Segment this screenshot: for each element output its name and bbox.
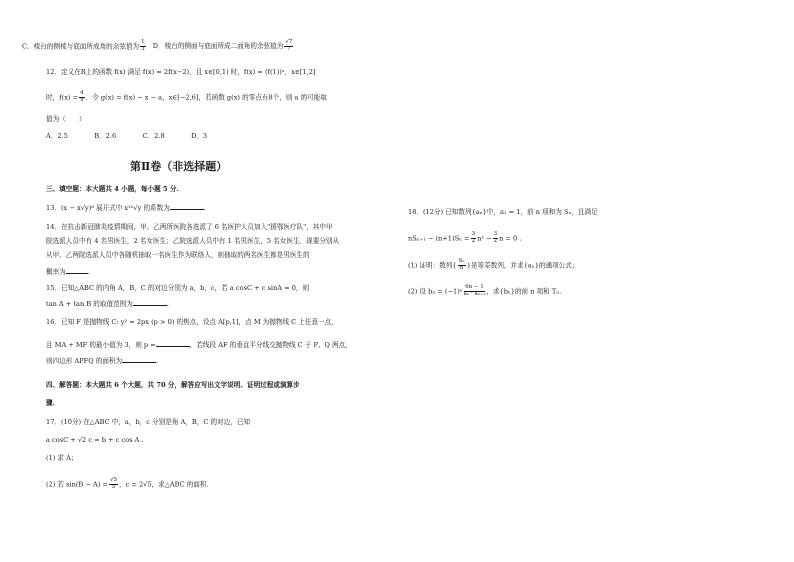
q18-part-2: (2) 设 bₙ = (−1)ⁿ $\frac{6n - 1}{\text{aₙ · aₙ₊₁}}$ ，求{bₙ}的前 n 项和 Tₙ. — [408, 284, 562, 297]
part2-title: 第Ⅱ卷（非选择题） — [130, 160, 228, 173]
q18-line-2: nSₙ₊₁ − (n+1)Sₙ = $\frac{3}{2}$ n² − $\frac{3}{2}$ n = 0 . — [408, 231, 522, 244]
q14-line-2: 院选派人员中有 4 名男医生，2 名女医生；乙院选派人员中有 1 名男医生，5 名女医生．现要分别从 — [46, 237, 340, 245]
q18-fraction-1: $\frac{3}{2}$ — [471, 231, 476, 244]
q16-area-blank — [122, 357, 156, 363]
q13: 13．(x − x√y)⁸ 展开式中 x¹⁰√y 的系数为 . — [46, 204, 206, 212]
q15-answer-blank — [133, 300, 167, 306]
q18-part1-fraction: $\frac{\text{Sₙ}}{n}$ — [458, 258, 465, 271]
q18-part2-fraction: $\frac{6n - 1}{\text{aₙ · aₙ₊₁}}$ — [463, 284, 486, 297]
q11-option-d-text: D．棱台的侧面与底面所成二面角的余弦值为 — [152, 42, 284, 51]
q12-line-2: 时，f(x) = $\frac{4}{x}$ ．令 g(x) = f(x) − x − a，x∈[−2,6]，若函数 g(x) 的零点有8个，则 a 的可能取 — [46, 90, 327, 103]
q14-line-4: 概率为 . — [46, 268, 90, 276]
q14-line-3: 从甲、乙两院选派人员中各随机抽取一名医生作为联络人，则抽取的两名医生都是男医生的 — [46, 251, 310, 259]
q12-line-3: 值为（ ） — [46, 115, 86, 123]
q12-options: A．2.5 B．2.6 C．2.8 D．3 — [46, 132, 208, 140]
q14-answer-blank — [66, 268, 88, 274]
q15-line-2: tan A + tan B 的取值范围为 . — [46, 300, 169, 308]
q11-option-c-d — [22, 40, 294, 53]
q16-line-2: 且 MA + MF 的最小值为 3，则 p = ，若线段 AF 的垂直平分线交抛物线 C 于 P、Q 两点， — [46, 341, 352, 349]
section-3-heading: 三、填空题：本大题共 4 小题，每小题 5 分. — [46, 185, 179, 193]
q15-line-1: 15．已知△ABC 的内角 A，B，C 的对边分别为 a，b，c，若 a cosC + c sinA = 0，则 — [46, 284, 310, 292]
q11c-fraction: $\frac{1}{3}$ — [141, 39, 145, 52]
q14-line-1: 14．在抗击新冠肺炎疫情期间，甲、乙两所医院各选派了 6 名医护人员加入"援鄂医疗队"，其中甲 — [46, 223, 333, 231]
q18-fraction-2: $\frac{3}{2}$ — [493, 231, 498, 244]
q16-line-3: 则四边形 APFQ 的面积为 . — [46, 357, 159, 365]
q17-fraction: $\frac{√5}{5}$ — [109, 477, 117, 490]
q13-answer-blank — [170, 204, 204, 210]
q16-p-blank — [156, 341, 190, 347]
q12-line-1: 12．定义在R上的函数 f(x) 满足 f(x) = 2f(x−2)，且 x∈[0,1) 时，f(x) = (f(1))ˣ，x∈[1,2] — [46, 68, 316, 76]
q11-option-c-text: C．棱台的侧棱与底面所成角的余弦值为 — [22, 42, 140, 51]
q18-part-1: (1) 证明：数列{ $\frac{\text{Sₙ}}{n}$ }是等差数列，并求{aₙ}的通项公式； — [408, 258, 579, 271]
q12-fraction: $\frac{4}{x}$ — [80, 90, 84, 103]
section-4-heading-line-2: 骤. — [46, 399, 55, 407]
q17-part-1: (1) 求 A； — [46, 454, 78, 462]
q18-line-1: 18．(12分) 已知数列{aₙ}中，a₁ = 1，前 n 项和为 Sₙ，且满足 — [408, 208, 598, 216]
q17-part-2: (2) 若 sin(B − A) = $\frac{√5}{5}$ ，c = 2√5，求△ABC 的面积. — [46, 477, 209, 490]
q16-line-1: 16．已知 F 是抛物线 C: y² = 2px (p > 0) 的焦点，设点 A[p,1]，点 M 为抛物线 C 上任意一点， — [46, 318, 338, 326]
q11d-fraction: $\frac{√7}{7}$ — [285, 39, 293, 52]
q17-line-2: a cosC + √2 c = b + c cos A . — [46, 436, 144, 444]
q17-line-1: 17．(10分) 在△ABC 中，a，b，c 分别是角 A，B，C 的对边，已知 — [46, 418, 251, 426]
section-4-heading-line-1: 四、解答题：本大题共 6 个大题，共 70 分，解答应写出文字说明、证明过程或演算步 — [46, 381, 300, 389]
